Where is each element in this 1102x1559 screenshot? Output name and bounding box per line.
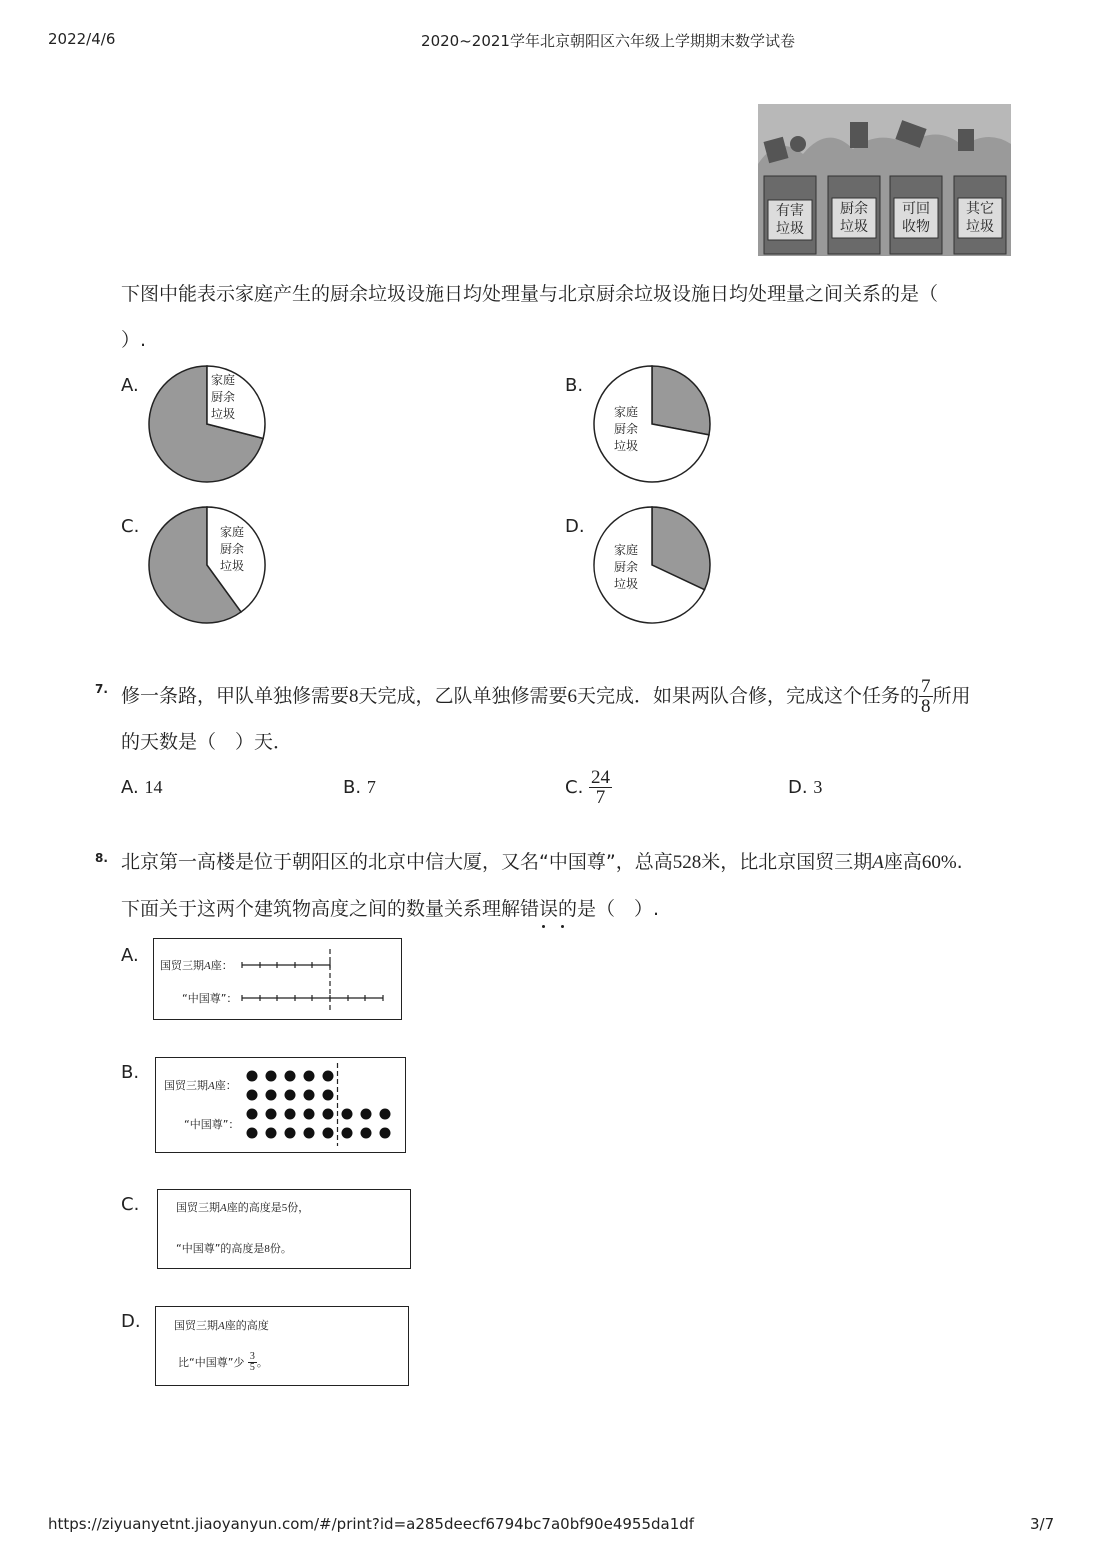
q8-number: 8. bbox=[95, 851, 108, 865]
dot bbox=[342, 1109, 353, 1120]
q7-option-a-letter: A. bbox=[121, 777, 139, 798]
dot bbox=[247, 1128, 258, 1139]
q7-option-a-value: 14 bbox=[144, 777, 163, 797]
q7-option-b[interactable] bbox=[343, 777, 376, 798]
q8-stem-line1 bbox=[121, 853, 963, 872]
dot bbox=[380, 1128, 391, 1139]
q7-stem-b: 天完成，乙队单独修需要 bbox=[358, 684, 568, 707]
q8-b-label-1: 国贸三期A座： bbox=[164, 1079, 237, 1092]
q7-stem-d: 所用 bbox=[932, 684, 971, 707]
q7-fraction bbox=[919, 677, 933, 716]
q8-b-dots bbox=[156, 1058, 405, 1152]
q8-var-a: A bbox=[872, 852, 884, 873]
dot bbox=[323, 1071, 334, 1082]
q6-option-c-letter[interactable]: C. bbox=[121, 516, 140, 537]
q8-option-a-box[interactable] bbox=[153, 938, 402, 1020]
bin-label-kitchen: 厨余 垃圾 bbox=[840, 201, 868, 235]
dot bbox=[247, 1109, 258, 1120]
q6-stem-line1: 下图中能表示家庭产生的厨余垃圾设施日均处理量与北京厨余垃圾设施日均处理量之间关系的是（ bbox=[121, 283, 939, 305]
pie-slice-other bbox=[652, 366, 710, 435]
q8-c-line-2: “中国尊”的高度是8份。 bbox=[176, 1242, 292, 1255]
q8-d-line-2: 比“中国尊”少 $\frac{3}{5}$ 。 bbox=[178, 1350, 268, 1373]
q7-option-d-letter: D. bbox=[788, 777, 808, 798]
dot bbox=[266, 1109, 277, 1120]
q7-number: 7. bbox=[95, 682, 108, 696]
dot bbox=[247, 1090, 258, 1101]
dot bbox=[342, 1128, 353, 1139]
bin-label-recyclable: 可回 收物 bbox=[902, 201, 930, 235]
q7-option-d[interactable] bbox=[788, 777, 822, 798]
dot bbox=[304, 1071, 315, 1082]
q7-option-c-denominator: 7 bbox=[589, 787, 612, 807]
dot bbox=[304, 1128, 315, 1139]
q6-option-d-pie-label: 家庭 厨余 垃圾 bbox=[614, 543, 639, 591]
dot bbox=[361, 1128, 372, 1139]
source-url: https://ziyuanyetnt.jiaoyanyun.com/#/print?id=a285deecf6794bc7a0bf90e4955da1df bbox=[48, 1515, 695, 1533]
dot bbox=[266, 1090, 277, 1101]
dot bbox=[285, 1090, 296, 1101]
q8-b-label-2: “中国尊”： bbox=[184, 1118, 240, 1131]
dot bbox=[323, 1109, 334, 1120]
q8-a-segments bbox=[154, 939, 401, 1019]
q8-option-b-box[interactable] bbox=[155, 1057, 406, 1153]
q6-option-c-pie[interactable] bbox=[147, 505, 267, 625]
q7-stem-c: 天完成．如果两队合修，完成这个任务的 bbox=[577, 684, 920, 707]
q6-option-d-pie[interactable] bbox=[592, 505, 712, 625]
q8-stem-b: 米，比北京国贸三期 bbox=[701, 851, 873, 873]
q7-option-c[interactable] bbox=[565, 763, 612, 811]
page-number: 3/7 bbox=[1030, 1515, 1055, 1533]
dot bbox=[304, 1109, 315, 1120]
q7-fraction-denominator: 8 bbox=[921, 695, 931, 717]
q7-option-b-letter: B. bbox=[343, 777, 362, 798]
garbage-bins-photo bbox=[758, 104, 1011, 256]
q8-stem-a: 北京第一高楼是位于朝阳区的北京中信大厦，又名“中国尊”，总高 bbox=[121, 851, 673, 873]
dot bbox=[361, 1109, 372, 1120]
q7-option-b-value: 7 bbox=[366, 777, 376, 797]
q6-option-a-letter[interactable]: A. bbox=[121, 375, 139, 396]
bin-label-other: 其它 垃圾 bbox=[966, 201, 994, 235]
q6-option-a-pie-label: 家庭 厨余 垃圾 bbox=[211, 373, 236, 421]
q6-option-a-pie[interactable] bbox=[147, 364, 267, 484]
q6-stem-line2: ）. bbox=[121, 329, 147, 351]
dot bbox=[285, 1128, 296, 1139]
bin-label-hazardous: 有害 垃圾 bbox=[776, 203, 804, 237]
q7-days-a: 8 bbox=[349, 685, 359, 707]
dot bbox=[323, 1090, 334, 1101]
q6-option-b-letter[interactable]: B. bbox=[565, 375, 584, 396]
dot bbox=[304, 1090, 315, 1101]
q7-stem-a: 修一条路，甲队单独修需要 bbox=[121, 684, 350, 707]
q8-option-a-letter[interactable]: A. bbox=[121, 945, 139, 966]
dot bbox=[247, 1071, 258, 1082]
q8-a-label-2: “中国尊”： bbox=[182, 992, 238, 1005]
print-date: 2022/4/6 bbox=[48, 30, 116, 48]
q7-option-c-numerator: 24 bbox=[591, 766, 611, 788]
q8-stem-c: 座高 bbox=[883, 851, 922, 873]
emphasis-dot bbox=[561, 925, 564, 928]
q8-option-d-box[interactable] bbox=[155, 1306, 409, 1386]
q7-stem-line2: 的天数是（ ）天． bbox=[121, 731, 293, 753]
emphasis-dot bbox=[542, 925, 545, 928]
q8-option-c-letter[interactable]: C. bbox=[121, 1194, 140, 1215]
dot bbox=[323, 1128, 334, 1139]
q6-option-c-pie-label: 家庭 厨余 垃圾 bbox=[220, 525, 245, 573]
q6-option-b-pie[interactable] bbox=[592, 364, 712, 484]
q6-option-b-pie-label: 家庭 厨余 垃圾 bbox=[614, 405, 639, 453]
q8-option-c-box[interactable] bbox=[157, 1189, 411, 1269]
q7-option-a[interactable] bbox=[121, 777, 162, 798]
q8-a-label-1: 国贸三期A座： bbox=[160, 959, 233, 972]
q8-percent: 60% bbox=[921, 852, 957, 873]
dot bbox=[266, 1128, 277, 1139]
dot bbox=[380, 1109, 391, 1120]
q8-stem-line2: 下面关于这两个建筑物高度之间的数量关系理解错误的是（ ）. bbox=[121, 898, 660, 920]
q8-stem-d: . bbox=[956, 851, 963, 873]
q8-c-line-1: 国贸三期A座的高度是5份， bbox=[176, 1201, 310, 1214]
q7-days-b: 6 bbox=[567, 685, 578, 707]
q7-option-c-letter: C. bbox=[565, 776, 584, 798]
dot bbox=[266, 1071, 277, 1082]
q7-fraction-numerator: 7 bbox=[921, 675, 931, 697]
q6-option-d-letter[interactable]: D. bbox=[565, 516, 585, 537]
q7-stem-line1 bbox=[121, 673, 971, 719]
q7-option-c-fraction bbox=[589, 768, 612, 807]
q8-option-b-letter[interactable]: B. bbox=[121, 1062, 140, 1083]
q8-option-d-letter[interactable]: D. bbox=[121, 1311, 141, 1332]
q7-option-d-value: 3 bbox=[813, 777, 823, 797]
q8-height: 528 bbox=[672, 852, 702, 873]
dot bbox=[285, 1109, 296, 1120]
q8-d-line-1: 国贸三期A座的高度 bbox=[174, 1319, 269, 1332]
page-title: 2020~2021学年北京朝阳区六年级上学期期末数学试卷 bbox=[421, 32, 795, 50]
dot bbox=[285, 1071, 296, 1082]
